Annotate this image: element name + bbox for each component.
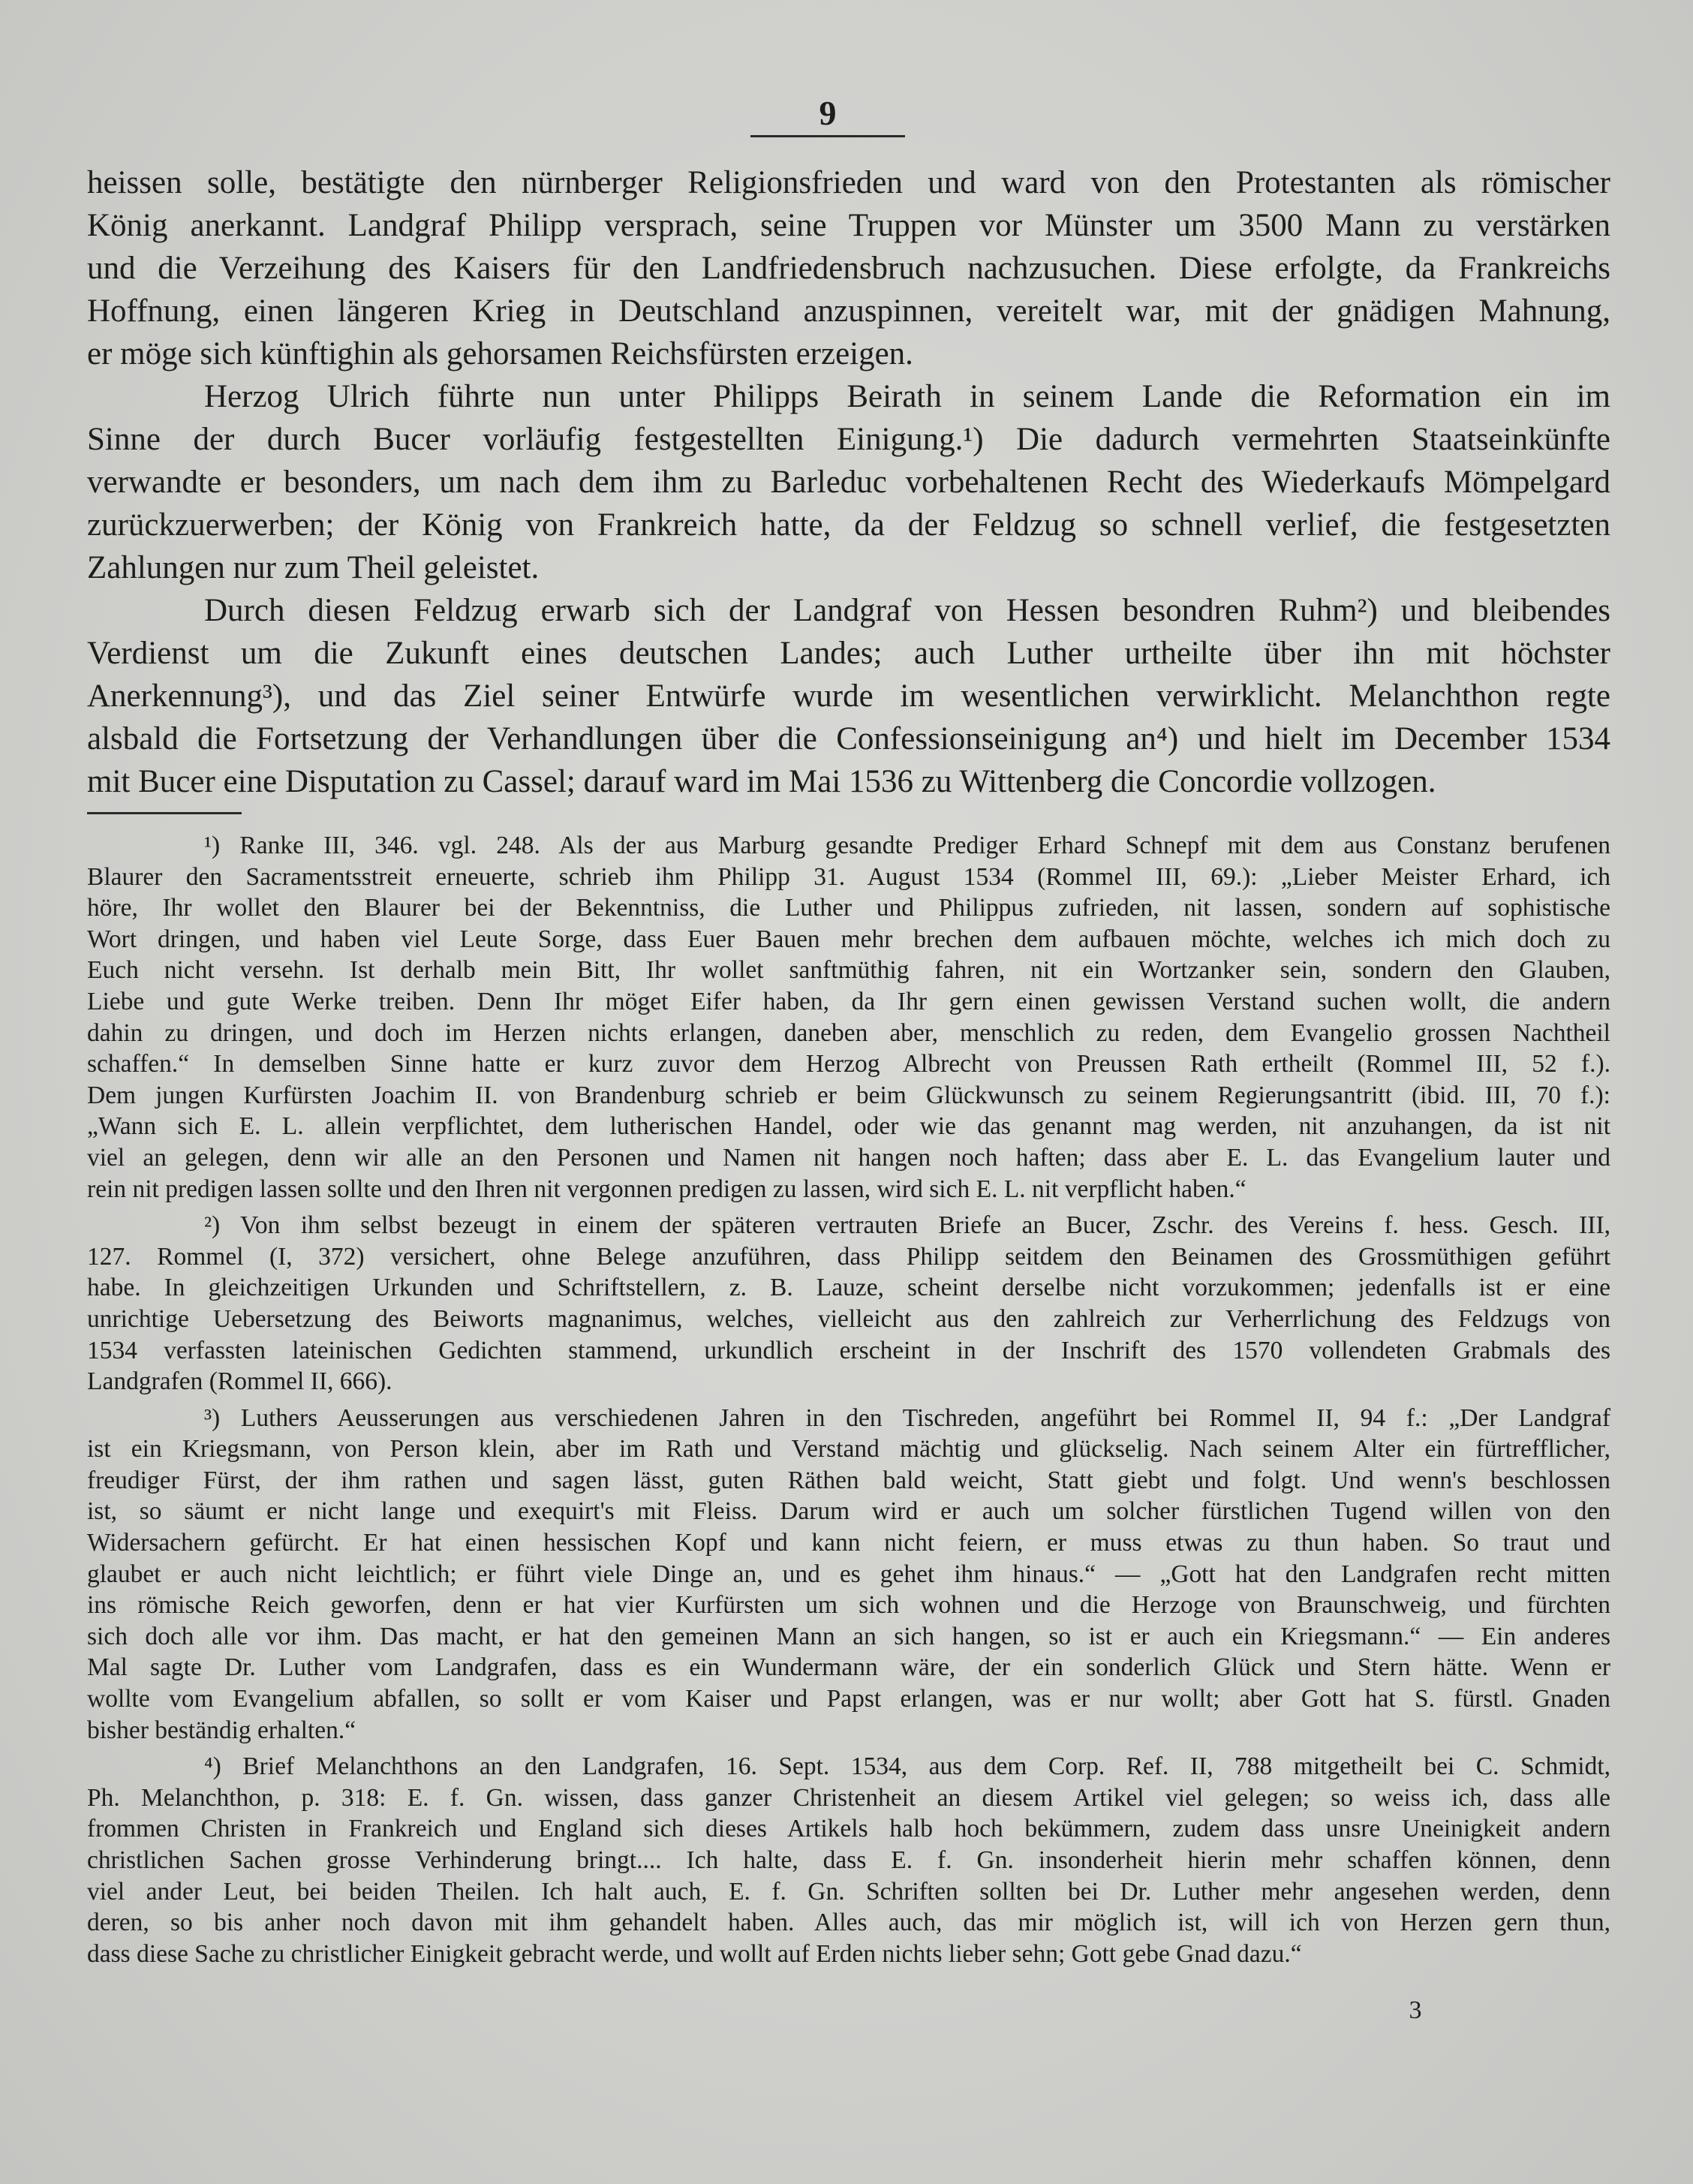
text-line: zurückzuerwerben; der König von Frankreich hatte, da der Feldzug so schnell verlief, die festgesetzten <box>87 507 1610 543</box>
footnote-line: dass diese Sache zu christlicher Einigkeit gebracht werde, und wollt auf Erden nichts lieber sehn; Gott gebe Gnad dazu.“ <box>87 1939 1302 1968</box>
footnote-line: ²) Von ihm selbst bezeugt in einem der späteren vertrauten Briefe an Bucer, Zschr. des Vereins f. hess. Gesch. III, <box>204 1211 1610 1240</box>
footnote-3 <box>87 1403 1610 1746</box>
footnote-line: Liebe und gute Werke treiben. Denn Ihr möget Eifer haben, da Ihr gern einen gewissen Verstand suchen wollt, die andern <box>87 987 1610 1015</box>
page-number-rule <box>750 135 905 137</box>
footnote-line: rein nit predigen lassen sollte und den Ihren nit vergonnen predigen zu lassen, wird sich E. L. nit verpflicht haben.“ <box>87 1175 1246 1203</box>
footnote-2 <box>87 1210 1610 1397</box>
text-line: Durch diesen Feldzug erwarb sich der Landgraf von Hessen besondren Ruhm²) und bleibendes <box>204 593 1610 628</box>
footnote-4 <box>87 1751 1610 1969</box>
footnote-line: ³) Luthers Aeusserungen aus verschiedenen Jahren in den Tischreden, angeführt bei Rommel II, 94 f.: „Der Landgraf <box>204 1403 1610 1432</box>
footnote-line: ¹) Ranke III, 346. vgl. 248. Als der aus Marburg gesandte Prediger Erhard Schnepf mit dem aus Constanz berufenen <box>204 832 1610 859</box>
footnote-line: christlichen Sachen grosse Verhinderung bringt.... Ich halte, dass E. f. Gn. insonderheit hierin mehr schaffen können, denn <box>87 1846 1610 1874</box>
footnote-line: Euch nicht versehn. Ist derhalb mein Bitt, Ihr wollet sanftmüthig fahren, nit ein Wortzanker sein, sondern den Glauben, <box>87 956 1610 985</box>
footnote-line: viel ander Leut, bei beiden Theilen. Ich halt auch, E. f. Gn. Schriften sollten bei Dr. Luther mehr angesehen werden, denn <box>87 1877 1610 1906</box>
footnote-line: 1534 verfassten lateinischen Gedichten stammend, urkundlich erscheint in der Inschrift des 1570 vollendeten Grabmals des <box>87 1336 1610 1364</box>
footnote-line: dahin zu dringen, und doch im Herzen nichts erlangen, daneben aber, menschlich zu reden, dem Evangelio grossen Nachtheil <box>87 1018 1610 1047</box>
text-line: Anerkennung³), und das Ziel seiner Entwürfe wurde im wesentlichen verwirklicht. Melanchthon regte <box>87 678 1610 714</box>
text-line: er möge sich künftighin als gehorsamen Reichsfürsten erzeigen. <box>87 336 913 372</box>
footnote-line: „Wann sich E. L. allein verpflichtet, dem lutherischen Handel, oder wie das genannt mag werden, nit anzuhangen, da ist nit <box>87 1112 1610 1141</box>
main-text <box>87 161 1610 803</box>
footnote-line: Landgrafen (Rommel II, 666). <box>87 1367 392 1396</box>
footnote-line: Mal sagte Dr. Luther vom Landgrafen, dass es ein Wundermann wäre, der ein sonderlich Glück und Stern hätte. Wenn er <box>87 1653 1610 1682</box>
footnote-line: sich doch alle vor ihm. Das macht, er hat den gemeinen Mann an sich hangen, so ist er auch ein Kriegsmann.“ — Ein anderes <box>87 1622 1610 1650</box>
footnote-line: schaffen.“ In demselben Sinne hatte er kurz zuvor dem Herzog Albrecht von Preussen Rath ertheilt (Rommel III, 52 f.). <box>87 1050 1610 1078</box>
footnote-line: wollte vom Evangelium abfallen, so sollt er vom Kaiser und Papst erlangen, was er nur wollt; aber Gott hat S. fürstl. Gnaden <box>87 1685 1610 1713</box>
footnote-line: viel an gelegen, denn wir alle an den Personen und Namen nit hangen noch haften; dass aber E. L. das Evangelium lauter und <box>87 1143 1610 1172</box>
footnote-line: 127. Rommel (I, 372) versichert, ohne Belege anzuführen, dass Philipp seitdem den Beinamen des Grossmüthigen geführt <box>87 1242 1610 1271</box>
footnote-separator <box>87 812 242 814</box>
text-line: verwandte er besonders, um nach dem ihm zu Barleduc vorbehaltenen Recht des Wiederkaufs Mömpelgard <box>87 465 1610 500</box>
footnote-line: Dem jungen Kurfürsten Joachim II. von Brandenburg schrieb er beim Glückwunsch zu seinem Regierungsantritt (ibid. III, 70 f.): <box>87 1081 1610 1109</box>
text-line: mit Bucer eine Disputation zu Cassel; darauf ward im Mai 1536 zu Wittenberg die Concordie vollzogen. <box>87 764 1436 799</box>
footnote-line: glaubet er auch nicht leichtlich; er führt viele Dinge an, und es gehet ihm hinaus.“ — „Gott hat den Landgrafen recht mitten <box>87 1560 1610 1588</box>
text-line: Verdienst um die Zukunft eines deutschen Landes; auch Luther urtheilte über ihn mit höchster <box>87 636 1610 671</box>
printer-signature: 3 <box>1409 1996 1422 2024</box>
paragraph <box>87 161 1610 375</box>
footnote-line: ins römische Reich geworfen, denn er hat vier Kurfürsten um sich wohnen und die Herzoge von Braunschweig, und fürchten <box>87 1591 1610 1620</box>
footnote-line: Widersachern gefürcht. Er hat einen hessischen Kopf und kann nicht feiern, er muss etwas zu thun haben. So traut und <box>87 1529 1610 1557</box>
footnote-line: ist, so säumt er nicht lange und exequirt's mit Fleiss. Darum wird er auch um solcher fürstlichen Tugend willen von den <box>87 1497 1610 1526</box>
paragraph <box>87 589 1610 803</box>
text-line: Sinne der durch Bucer vorläufig festgestellten Einigung.¹) Die dadurch vermehrten Staatseinkünfte <box>87 422 1610 457</box>
text-line: alsbald die Fortsetzung der Verhandlungen über die Confessionseinigung an⁴) und hielt im December 1534 <box>87 721 1610 757</box>
footnote-line: Wort dringen, und haben viel Leute Sorge, dass Euer Bauen mehr brechen dem aufbauen möchte, welches ich mich doch zu <box>87 925 1610 953</box>
text-line: Hoffnung, einen längeren Krieg in Deutschland anzuspinnen, vereitelt war, mit der gnädigen Mahnung, <box>87 293 1610 329</box>
footnotes <box>87 830 1610 1975</box>
footnote-line: unrichtige Uebersetzung des Beiworts magnanimus, welches, vielleicht aus den zahlreich zur Verherrlichung des Feldzugs von <box>87 1304 1610 1333</box>
text-line: heissen solle, bestätigte den nürnberger Religionsfrieden und ward von den Protestanten als römischer <box>87 165 1610 200</box>
footnote-line: ⁴) Brief Melanchthons an den Landgrafen, 16. Sept. 1534, aus dem Corp. Ref. II, 788 mitgetheilt bei C. Schmidt, <box>204 1752 1610 1781</box>
footnote-line: frommen Christen in Frankreich und England sich dieses Artikels halb hoch bekümmern, zudem dass unsre Uneinigkeit andern <box>87 1815 1610 1843</box>
footnote-line: freudiger Fürst, der ihm rathen und sagen lässt, guten Räthen bald weicht, Statt giebt und folgt. Und wenn's beschlossen <box>87 1466 1610 1494</box>
footnote-line: Ph. Melanchthon, p. 318: E. f. Gn. wissen, dass ganzer Christenheit an diesem Artikel viel gelegen; so weiss ich, dass alle <box>87 1783 1610 1812</box>
text-line: Herzog Ulrich führte nun unter Philipps Beirath in seinem Lande die Reformation ein im <box>204 379 1610 414</box>
text-line: König anerkannt. Landgraf Philipp versprach, seine Truppen vor Münster um 3500 Mann zu verstärken <box>87 208 1610 243</box>
text-line: und die Verzeihung des Kaisers für den Landfriedensbruch nachzusuchen. Diese erfolgte, da Frankreichs <box>87 251 1610 286</box>
footnote-line: habe. In gleichzeitigen Urkunden und Schriftstellern, z. B. Lauze, scheint derselbe nicht vorzukommen; jedenfalls ist er eine <box>87 1274 1610 1302</box>
footnote-line: Blaurer den Sacramentsstreit erneuerte, schrieb ihm Philipp 31. August 1534 (Rommel III, 69.): „Lieber Meister Erhard, ich <box>87 862 1610 891</box>
footnote-1 <box>87 830 1610 1205</box>
footnote-line: höre, Ihr wollet den Blaurer bei der Bekenntniss, die Luther und Philippus zufrieden, nit lassen, sondern auf sophistische <box>87 894 1610 922</box>
text-line: Zahlungen nur zum Theil geleistet. <box>87 550 540 585</box>
footnote-line: deren, so bis anher noch davon mit ihm gehandelt haben. Alles auch, das mir möglich ist, will ich von Herzen gern thun, <box>87 1909 1610 1937</box>
paragraph <box>87 375 1610 589</box>
footnote-line: bisher beständig erhalten.“ <box>87 1716 356 1744</box>
page-number: 9 <box>819 94 837 132</box>
footnote-line: ist ein Kriegsmann, von Person klein, aber im Rath und Verstand mächtig und glückselig. Nach seinem Alter ein fürtrefflicher, <box>87 1435 1610 1464</box>
